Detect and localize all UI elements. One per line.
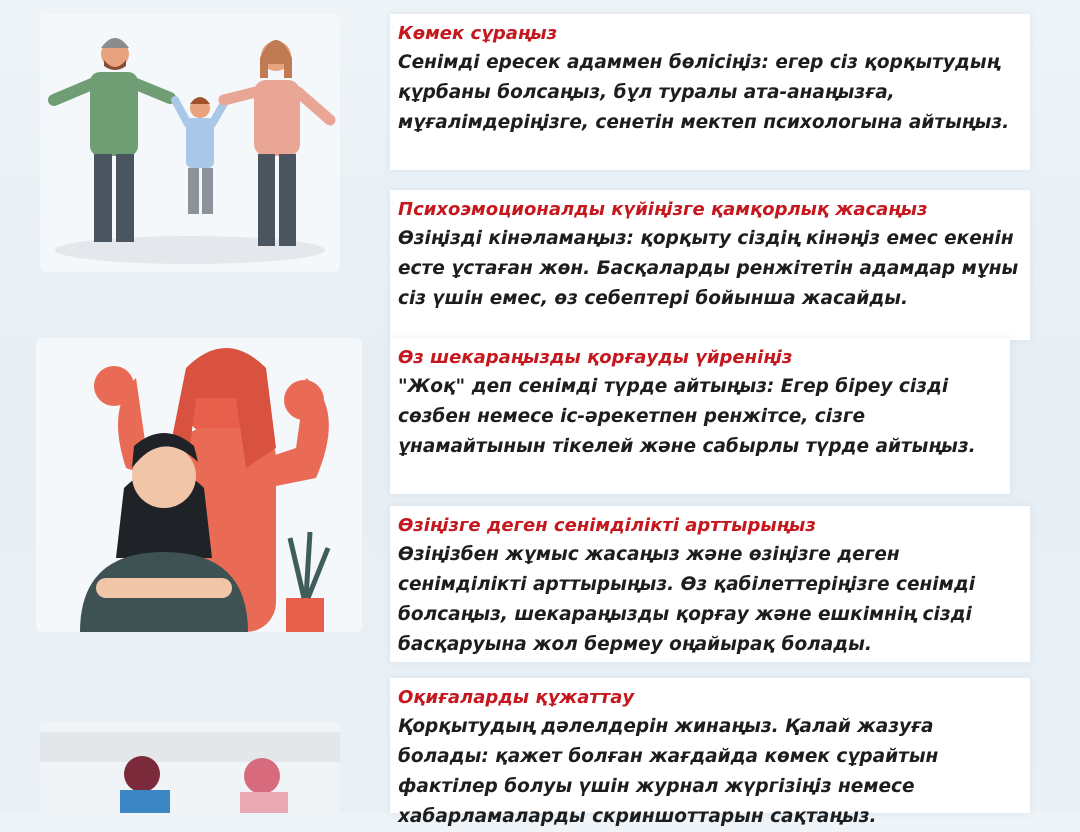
section-title: Көмек сұраңыз bbox=[398, 23, 558, 44]
section-documentation bbox=[390, 678, 1030, 827]
section-title: Оқиғаларды құжаттау bbox=[398, 687, 635, 708]
kids-illustration bbox=[40, 722, 340, 813]
section-body: Қорқытудың дәлелдерін жинаңыз. Қалай жазуға болады: қажет болған жағдайда көмек сұрайтын фактілер болуы үшін журнал жүргізіңіз немесе хабарламаларды скриншоттарын сақтаңыз. bbox=[398, 716, 939, 827]
section-title: Өз шекараңызды қорғауды үйреніңіз bbox=[398, 347, 793, 368]
confidence-illustration bbox=[36, 338, 362, 632]
section-emotional-care bbox=[390, 190, 1030, 340]
section-body: Өзіңізбен жұмыс жасаңыз және өзіңізге деген сенімділікті арттырыңыз. Өз қабілеттеріңізге сенімді болсаңыз, шекараңызды қорғау және ешкімнің сізді басқаруына жол бермеу оңайырақ болады. bbox=[398, 544, 976, 655]
family-illustration bbox=[40, 14, 340, 272]
section-ask-help bbox=[390, 14, 1030, 170]
section-confidence bbox=[390, 506, 1030, 662]
section-body: Өзіңізді кінәламаңыз: қорқыту сіздің кінәңіз емес екенін есте ұстаған жөн. Басқаларды ренжітетін адамдар мұны сіз үшін емес, өз себептері бойынша жасайды. bbox=[398, 228, 1019, 309]
section-body: Сенімді ересек адаммен бөлісіңіз: егер сіз қорқытудың құрбаны болсаңыз, бұл туралы ата-анаңызға, мұғалімдеріңізге, сенетін мектеп психологына айтыңыз. bbox=[398, 52, 1010, 133]
section-title: Өзіңізге деген сенімділікті арттырыңыз bbox=[398, 515, 816, 536]
section-boundaries bbox=[390, 338, 1010, 494]
section-title: Психоэмоционалды күйіңізге қамқорлық жасаңыз bbox=[398, 199, 928, 220]
section-body: "Жоқ" деп сенімді түрде айтыңыз: Егер біреу сізді сөзбен немесе іс-әрекетпен ренжітсе, сізге ұнамайтынын тікелей және сабырлы түрде айтыңыз. bbox=[398, 376, 976, 457]
